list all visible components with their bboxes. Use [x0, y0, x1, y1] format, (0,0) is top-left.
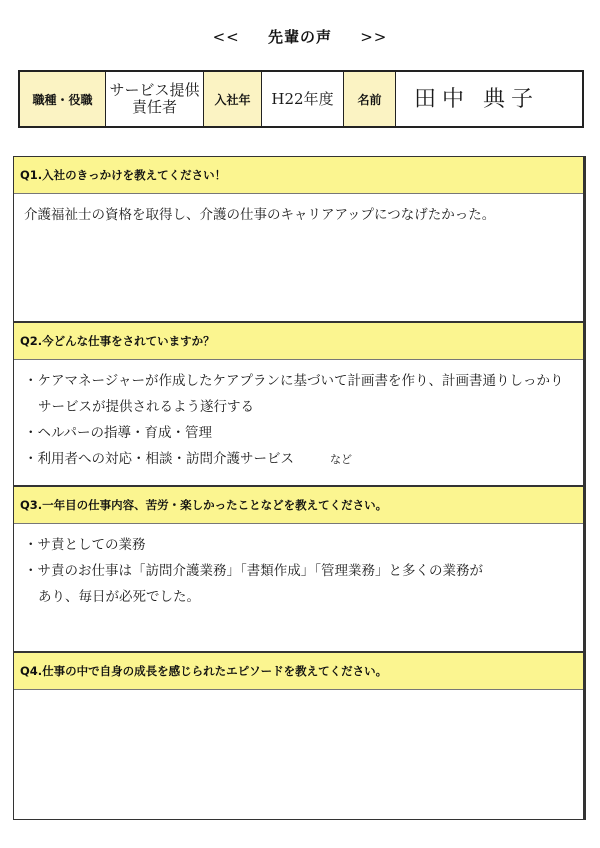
- title-left-marker: <<: [212, 28, 240, 46]
- year-value: H22年度: [262, 72, 344, 126]
- q2-section: [13, 322, 586, 486]
- job-label: 職種・役職: [20, 72, 106, 126]
- q3-question: Q3.一年目の仕事内容、苦労・楽しかったことなどを教えてください。: [14, 487, 583, 524]
- q1-answer-line: 介護福祉士の資格を取得し、介護の仕事のキャリアアップにつなげたかった。: [24, 207, 496, 223]
- job-value-line1: サービス提供: [109, 81, 200, 99]
- q4-section: [13, 652, 586, 820]
- q1-question: Q1.入社のきっかけを教えてください！: [14, 157, 583, 194]
- q4-question: Q4.仕事の中で自身の成長を感じられたエピソードを教えてください。: [14, 653, 583, 690]
- q1-section: [13, 156, 586, 322]
- name-value: 田中 典子: [414, 86, 539, 112]
- year-label: 入社年: [204, 72, 262, 126]
- job-value: [106, 72, 204, 126]
- q2-answer-line-4: [24, 446, 573, 472]
- job-value-line2: 責任者: [131, 98, 177, 116]
- q2-answer-line-4-aside: など: [330, 453, 352, 466]
- name-label: 名前: [344, 72, 396, 126]
- title-right-marker: >>: [360, 28, 388, 46]
- q3-answer-line-2: ・サ責のお仕事は「訪問介護業務」「書類作成」「管理業務」と多くの業務が: [24, 563, 483, 579]
- q2-answer: [14, 360, 583, 472]
- q3-answer: [14, 524, 583, 610]
- page-title: [0, 26, 600, 47]
- profile-table: [18, 70, 584, 128]
- q3-section: [13, 486, 586, 652]
- q2-answer-line-4-text: ・利用者への対応・相談・訪問介護サービス: [24, 451, 294, 467]
- q2-answer-line-2: サービスが提供されるよう遂行する: [38, 399, 254, 415]
- q3-answer-line-1: ・サ責としての業務: [24, 537, 146, 553]
- q2-answer-line-1: ・ケアマネージャーが作成したケアプランに基づいて計画書を作り、計画書通りしっかり: [24, 373, 564, 389]
- q2-question: Q2.今どんな仕事をされていますか？: [14, 323, 583, 360]
- q3-answer-line-3: あり、毎日が必死でした。: [38, 589, 200, 605]
- q1-answer: [14, 194, 583, 228]
- q2-answer-line-3: ・ヘルパーの指導・育成・管理: [24, 425, 213, 441]
- title-text: 先輩の声: [267, 28, 332, 46]
- q4-answer: [14, 690, 583, 698]
